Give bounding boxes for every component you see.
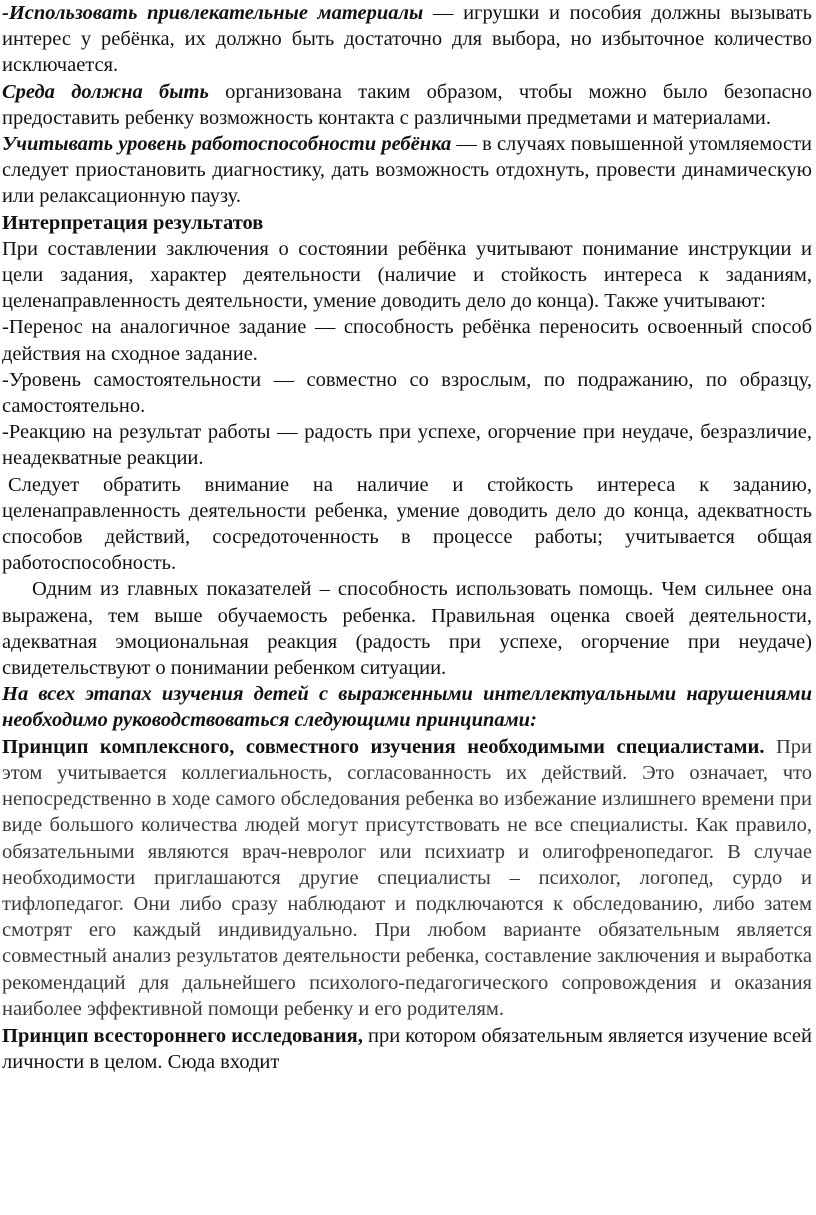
paragraph-lead: Принцип комплексного, совместного изучения необходимыми специалистами.: [2, 735, 765, 758]
paragraph-transfer: -Перенос на аналогичное задание — способность ребёнка переносить освоенный способ действия на сходное задание.: [2, 316, 812, 365]
paragraph-text: При этом учитывается коллегиальность, согласованность их действий. Это означает, что непосредственно в ходе самого обследования ребенка во избежание излишнего времени при виде большого количества людей могут присутствовать не все специалисты. Как правило, обязательными являются врач-невролог или психиатр и олигофренопедагог. В случае необходимости приглашаются другие специалисты – психолог, логопед, сурдо и тифлопедагог. Они либо сразу наблюдают и подключаются к обследованию, либо затем смотрят его каждый индивидуально. При любом варианте обязательным является совместный анализ результатов деятельности ребенка, составление заключения и выработка рекомендаций для дальнейшего психолого-педагогического сопровождения и оказания наиболее эффективной помощи ребенку и его родителям.: [2, 735, 812, 1020]
section-heading-interpretation: Интерпретация результатов: [2, 211, 264, 234]
paragraph-text: — игрушки и пособия должны вызывать интерес у ребёнка, их должно быть достаточно для выбора, но избыточное количество исключается.: [2, 2, 812, 77]
paragraph-text: при котором обязательным является изучение всей личности в целом. Сюда входит: [2, 1024, 812, 1074]
paragraph-text: — в случаях повышенной утомляемости следует приостановить диагностику, дать возможность отдохнуть, провести динамическую или релаксационную паузу.: [2, 133, 812, 208]
paragraph-attractive-materials: [0, 0, 816, 79]
paragraph-reaction: -Реакцию на результат работы — радость при успехе, огорчение при неудаче, безразличие, неадекватные реакции.: [2, 421, 812, 470]
paragraph-complex-study: [0, 734, 816, 1022]
paragraph-environment: [0, 79, 816, 131]
paragraph-conclusion: При составлении заключения о состоянии ребёнка учитывают понимание инструкции и цели задания, характер деятельности (наличие и стойкость интереса к заданиям, целенаправленность деятельности, умение доводить дело до конца). Также учитывают:: [2, 237, 812, 313]
paragraph-independence: -Уровень самостоятельности — совместно со взрослым, по подражанию, по образцу, самостоятельно.: [2, 368, 812, 418]
paragraph-attention: Следует обратить внимание на наличие и стойкость интереса к заданию, целенаправленность деятельности ребенка, умение доводить дело до конца, адекватность способов действий, сосредоточенность в процессе работы; учитывается общая работоспособность.: [2, 473, 812, 575]
paragraph-help-indicator: Одним из главных показателей – способность использовать помощь. Чем сильнее она выражена, тем выше обучаемость ребенка. Правильная оценка своей деятельности, адекватная эмоциональная реакция (радость при успехе, огорчение при неудаче) свидетельствуют о понимании ребенком ситуации.: [2, 578, 812, 680]
paragraph-lead: -Использовать привлекательные материалы: [2, 2, 424, 24]
paragraph-lead: Учитывать уровень работоспособности ребёнка: [2, 133, 452, 156]
paragraph-principles-intro: На всех этапах изучения детей с выраженными интеллектуальными нарушениями необходимо руководствоваться следующими принципами:: [2, 683, 812, 732]
paragraph-comprehensive-study: [0, 1022, 816, 1075]
paragraph-work-capacity: [0, 131, 816, 210]
paragraph-lead: Принцип всестороннего исследования,: [2, 1024, 363, 1047]
paragraph-text: организована таким образом, чтобы можно было безопасно предоставить ребенку возможность контакта с различными предметами и материалами.: [2, 80, 812, 129]
paragraph-lead: Среда должна быть: [2, 80, 209, 103]
